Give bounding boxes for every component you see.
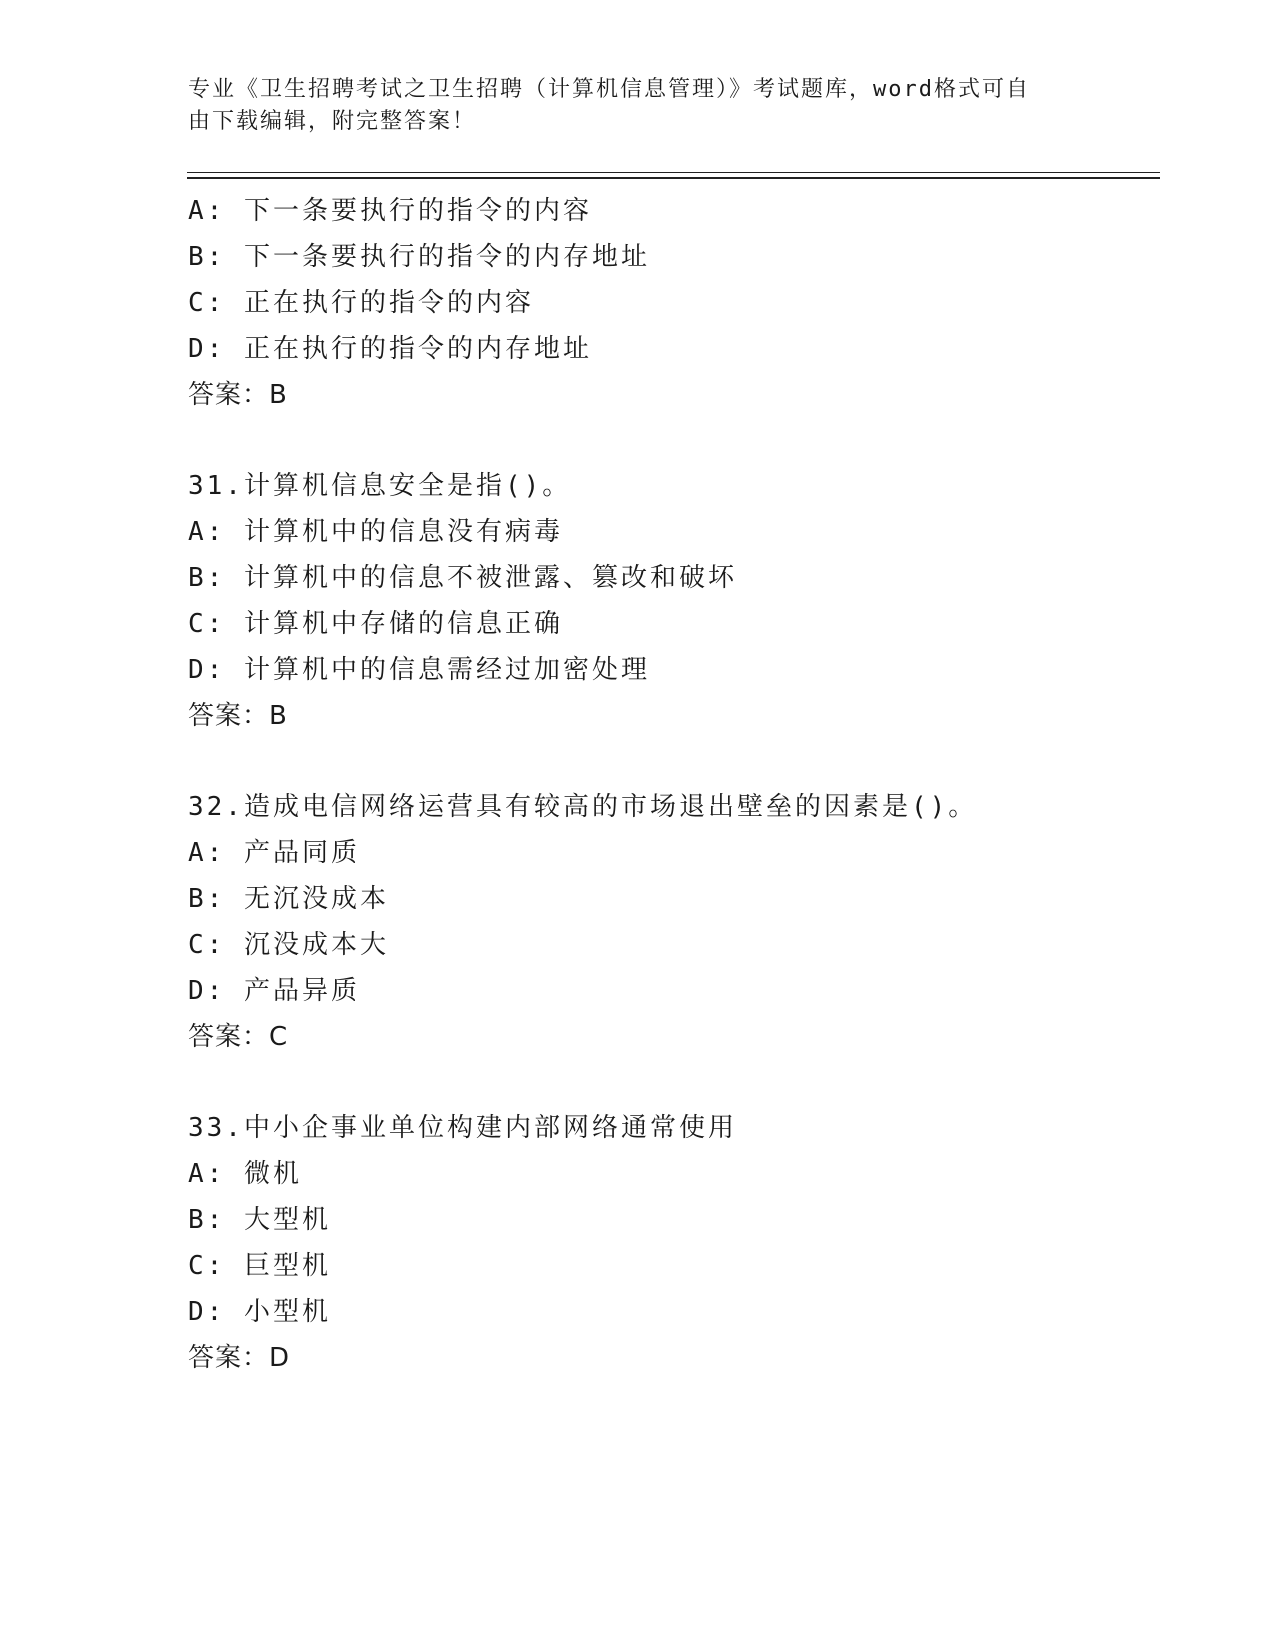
spacer — [188, 418, 1168, 463]
spacer — [188, 1060, 1168, 1105]
question-block-33 — [188, 1105, 1168, 1381]
option-d: D: 计算机中的信息需经过加密处理 — [188, 655, 650, 685]
question-stem: 32.造成电信网络运营具有较高的市场退出壁垒的因素是()。 — [188, 792, 978, 822]
question-stem: 33.中小企事业单位构建内部网络通常使用 — [188, 1113, 737, 1143]
answer-line: 答案：D — [188, 1343, 291, 1373]
question-list — [188, 188, 1168, 1381]
header-divider-thin — [187, 172, 1160, 173]
option-d: D: 正在执行的指令的内存地址 — [188, 334, 592, 364]
question-block-32 — [188, 784, 1168, 1060]
option-a: A: 微机 — [188, 1159, 302, 1189]
option-b: B: 下一条要执行的指令的内存地址 — [188, 242, 650, 272]
answer-line: 答案：B — [188, 701, 288, 731]
question-block-31 — [188, 463, 1168, 739]
option-b: B: 大型机 — [188, 1205, 331, 1235]
option-a: A: 下一条要执行的指令的内容 — [188, 196, 592, 226]
answer-line: 答案：B — [188, 380, 288, 410]
option-a: A: 计算机中的信息没有病毒 — [188, 517, 563, 547]
answer-line: 答案：C — [188, 1022, 289, 1052]
option-b: B: 无沉没成本 — [188, 884, 389, 914]
option-b: B: 计算机中的信息不被泄露、篡改和破坏 — [188, 563, 737, 593]
header-line-1: 专业《卫生招聘考试之卫生招聘（计算机信息管理）》考试题库，word格式可自 — [188, 77, 1030, 102]
document-header — [188, 74, 1068, 138]
option-d: D: 产品异质 — [188, 976, 360, 1006]
option-a: A: 产品同质 — [188, 838, 360, 868]
option-c: C: 正在执行的指令的内容 — [188, 288, 534, 318]
header-divider-thick — [187, 177, 1160, 179]
option-c: C: 沉没成本大 — [188, 930, 389, 960]
spacer — [188, 739, 1168, 784]
question-stem: 31.计算机信息安全是指()。 — [188, 471, 572, 501]
option-d: D: 小型机 — [188, 1297, 331, 1327]
option-c: C: 巨型机 — [188, 1251, 331, 1281]
question-block-30 — [188, 188, 1168, 418]
option-c: C: 计算机中存储的信息正确 — [188, 609, 563, 639]
header-line-2: 由下载编辑，附完整答案！ — [188, 109, 477, 134]
